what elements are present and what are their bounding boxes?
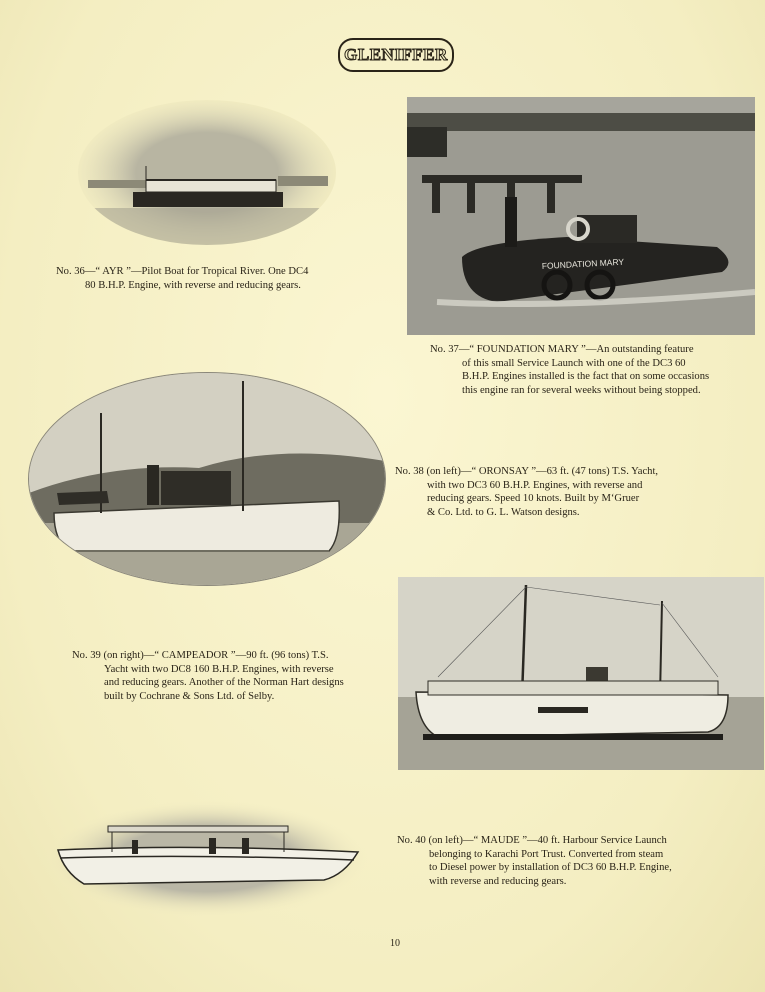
photo-oronsay <box>28 372 386 586</box>
caption-39: No. 39 (on right)—“ CAMPEADOR ”—90 ft. (96 tons) T.S. Yacht with two DC8 160 B.H.P. Engines, with reverse and reducing gears. Another of the Norman Hart designs built by Cochrane & Sons Ltd. of Selby. <box>72 650 344 702</box>
caption-36: No. 36—“ AYR ”—Pilot Boat for Tropical River. One DC4 80 B.H.P. Engine, with reverse and reducing gears. <box>56 266 309 291</box>
caption-38: No. 38 (on left)—“ ORONSAY ”—63 ft. (47 tons) T.S. Yacht, with two DC3 60 B.H.P. Engines, with reverse and reducing gears. Speed 10 knots. Built by M‘Gruer & Co. Ltd. to G. L. Watson designs. <box>395 466 659 518</box>
photo-maude <box>44 800 368 918</box>
gleniffer-logo: GLENIFFER <box>338 38 454 72</box>
photo-campeador <box>398 577 764 770</box>
photo-ayr <box>78 100 336 245</box>
page-number: 10 <box>390 938 400 949</box>
caption-40: No. 40 (on left)—“ MAUDE ”—40 ft. Harbour Service Launch belonging to Karachi Port Trust. Converted from steam to Diesel power by installation of DC3 60 B.H.P. Engine, with reverse and reducing gears. <box>397 835 672 887</box>
caption-37: No. 37—“ FOUNDATION MARY ”—An outstanding feature of this small Service Launch with one of the DC3 60 B.H.P. Engines installed is the fact that on some occasions this engine ran for several weeks without being stopped. <box>430 344 710 396</box>
hull-lettering: FOUNDATION MARY <box>541 256 625 271</box>
photo-foundation-mary <box>407 97 755 335</box>
